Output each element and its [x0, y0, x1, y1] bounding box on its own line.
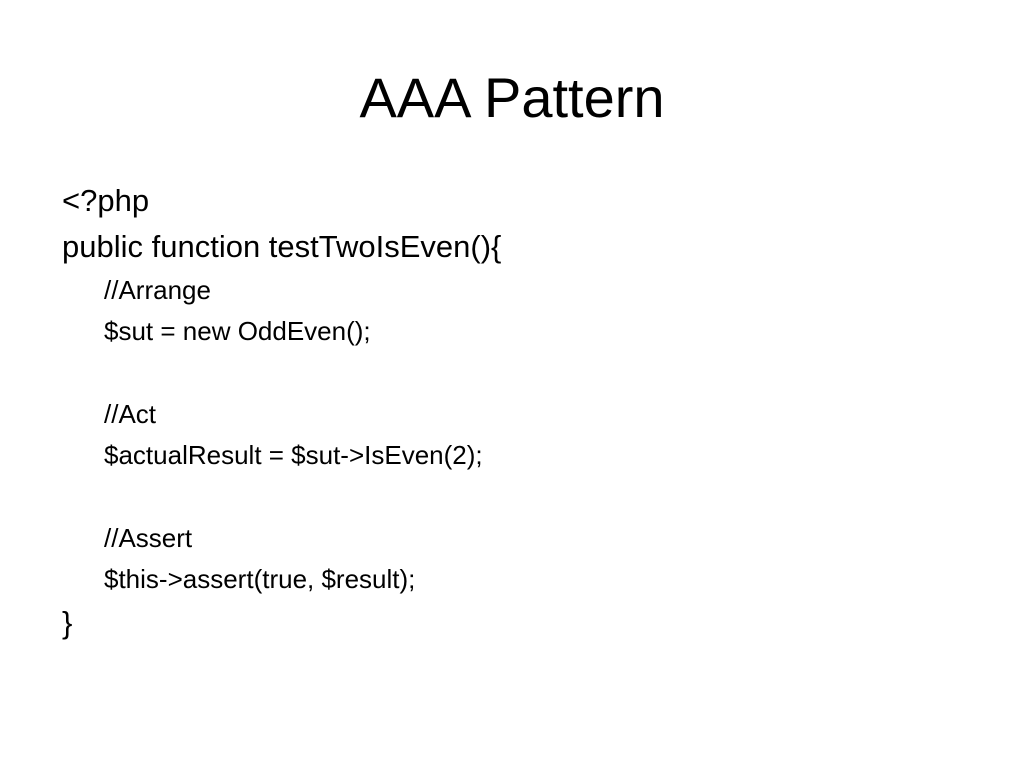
- code-line-arrange-statement: $sut = new OddEven();: [104, 316, 371, 346]
- code-line-assert-comment: //Assert: [104, 523, 193, 553]
- slide-body: [62, 178, 962, 646]
- code-line-arrange-comment: //Arrange: [104, 275, 211, 305]
- slide-title: AAA Pattern: [359, 66, 665, 129]
- code-line-function-signature: public function testTwoIsEven(){: [62, 229, 502, 264]
- code-line-blank: [62, 352, 962, 394]
- code-line-act-comment: //Act: [104, 399, 157, 429]
- code-line-closing-brace: }: [62, 605, 73, 640]
- code-line-php-open-tag: <?php: [62, 183, 150, 218]
- code-line-assert-statement: $this->assert(true, $result);: [104, 564, 416, 594]
- code-line-blank: [62, 476, 962, 518]
- code-line-act-statement: $actualResult = $sut->IsEven(2);: [104, 440, 483, 470]
